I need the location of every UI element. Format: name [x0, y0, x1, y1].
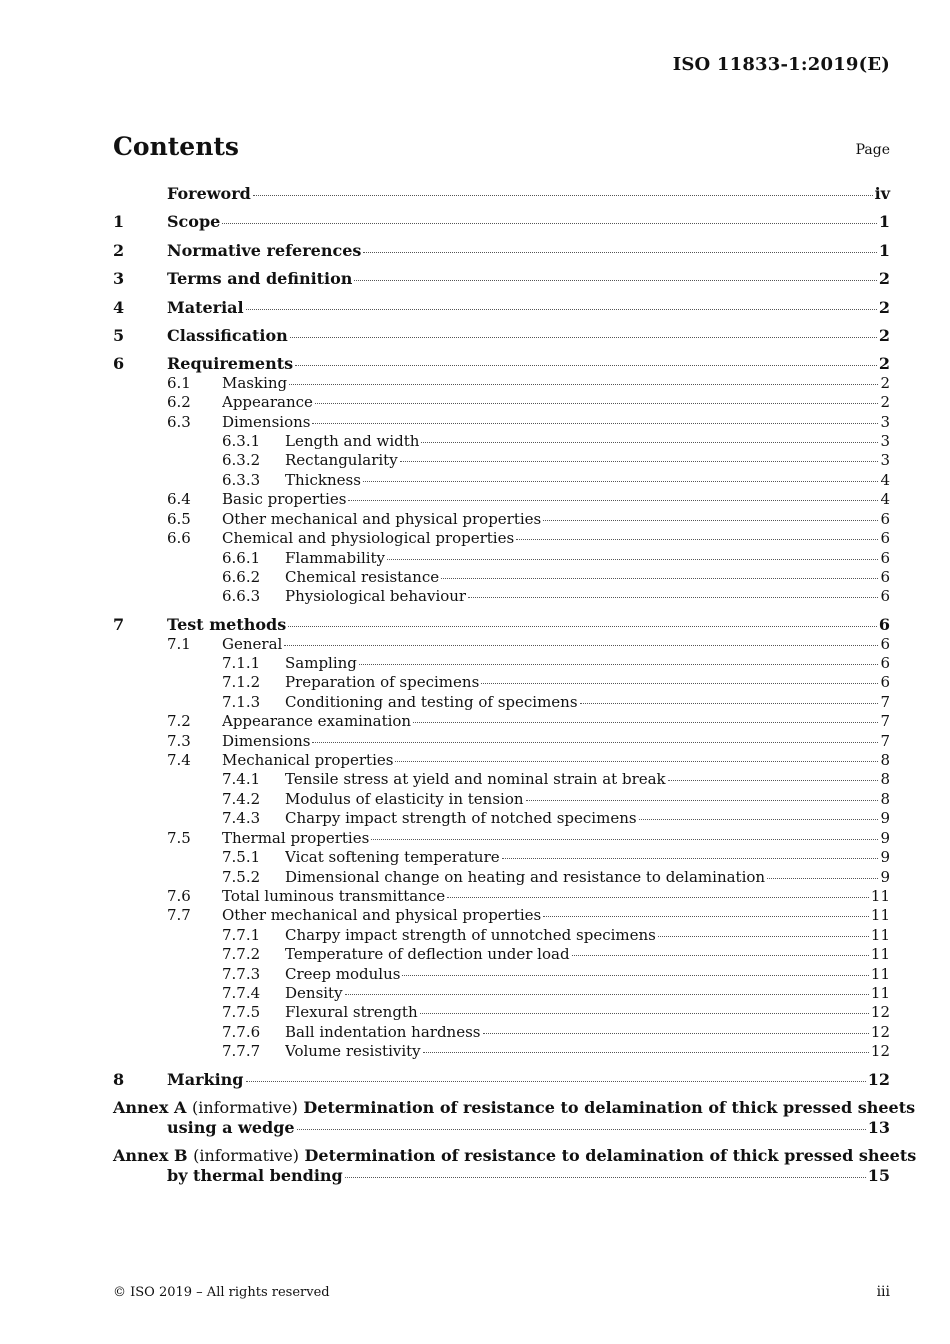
toc-entry-title: Chemical and physiological properties	[222, 529, 515, 548]
dot-leader	[222, 222, 877, 224]
toc-entry-page: 6	[880, 529, 890, 548]
toc-entry-page: 6	[880, 654, 890, 673]
toc-entry[interactable]	[113, 887, 890, 906]
dot-leader	[363, 480, 879, 482]
toc-entry-title: Charpy impact strength of unnotched specimens	[285, 925, 656, 944]
dot-leader	[483, 1032, 869, 1034]
toc-entry-title: Appearance	[222, 393, 313, 412]
annex-informative-tag: (informative)	[191, 1098, 298, 1118]
toc-entry-number: 6.6	[167, 529, 191, 548]
toc-entry-page: 3	[880, 412, 890, 431]
toc-entry[interactable]	[113, 374, 890, 393]
toc-entry-page: 9	[880, 809, 890, 828]
toc-entry-page: 6	[880, 548, 890, 567]
toc-entry-page: 11	[870, 925, 890, 944]
toc-entry-title: Basic properties	[222, 490, 347, 509]
annex-label: Annex B	[113, 1146, 188, 1166]
toc-entry-title: General	[222, 634, 283, 653]
toc-entry-number: 7.4	[167, 751, 191, 770]
dot-leader	[526, 799, 879, 801]
toc-entry-title: Other mechanical and physical properties	[222, 906, 542, 925]
toc-entry-page: 2	[878, 354, 890, 374]
toc-entry-number: 7.7	[167, 906, 191, 925]
annex-label: Annex A	[113, 1098, 187, 1118]
toc-entry-page: 12	[870, 1042, 890, 1061]
copyright-notice: © ISO 2019 – All rights reserved	[113, 1285, 330, 1300]
dot-leader	[543, 915, 869, 917]
toc-entry-page: iv	[874, 184, 890, 203]
toc-entry-page: 6	[880, 673, 890, 692]
toc-entry-page: 7	[880, 731, 890, 750]
toc-entry-title: Chemical resistance	[285, 567, 440, 586]
toc-entry[interactable]	[113, 965, 890, 984]
toc-entry-number: 7.5.1	[222, 848, 261, 867]
toc-entry-title: Appearance examination	[222, 712, 412, 731]
toc-entry-number: 6.2	[167, 393, 191, 412]
toc-entry[interactable]	[113, 451, 890, 470]
toc-entry[interactable]	[113, 1070, 890, 1089]
dot-leader	[246, 308, 877, 310]
toc-entry-number: 3	[113, 269, 125, 289]
toc-entry-title: Dimensional change on heating and resistance to delamination	[285, 867, 766, 886]
toc-entry-title: Preparation of specimens	[285, 673, 480, 692]
toc-entry-number: 7.7.3	[222, 964, 261, 983]
toc-entry-page: 8	[880, 751, 890, 770]
toc-entry-title: Terms and definition	[167, 269, 353, 289]
toc-entry-number: 7.7.5	[222, 1003, 261, 1022]
toc-entry-title: Material	[167, 297, 244, 317]
toc-entry-number: 1	[113, 212, 125, 232]
toc-entry-page: 2	[878, 326, 890, 346]
toc-entry[interactable]	[113, 926, 890, 945]
dot-leader	[481, 682, 878, 684]
dot-leader	[423, 1051, 869, 1053]
dot-leader	[297, 1128, 866, 1130]
toc-entry[interactable]	[113, 984, 890, 1003]
toc-entry[interactable]	[113, 945, 890, 964]
toc-entry-number: 6.6.2	[222, 567, 261, 586]
document-id: ISO 11833-1:2019(E)	[672, 54, 890, 75]
toc-entry[interactable]	[113, 751, 890, 770]
toc-entry-title: Total luminous transmittance	[222, 886, 446, 905]
toc-entry-number: 6.5	[167, 509, 191, 528]
annex-title: Determination of resistance to delamination of thick pressed sheets	[304, 1146, 917, 1166]
toc-entry-number: 7.7.1	[222, 925, 261, 944]
toc-entry[interactable]	[113, 568, 890, 587]
toc-entry[interactable]	[113, 432, 890, 451]
toc-entry-title: Density	[285, 983, 343, 1002]
toc-entry-number: 7.3	[167, 731, 191, 750]
toc-entry-page: 12	[867, 1070, 890, 1090]
toc-entry[interactable]	[113, 393, 890, 412]
toc-entry-title: Creep modulus	[285, 964, 401, 983]
toc-entry[interactable]	[113, 868, 890, 887]
toc-entry[interactable]	[113, 326, 890, 345]
toc-entry-page: 11	[870, 945, 890, 964]
toc-entry-number: 6.6.3	[222, 587, 261, 606]
toc-entry-title: Mechanical properties	[222, 751, 394, 770]
dot-leader	[767, 877, 878, 879]
toc-entry[interactable]	[113, 829, 890, 848]
toc-entry-number: 7.1	[167, 634, 191, 653]
toc-entry-page: 11	[870, 964, 890, 983]
toc-entry-page: 4	[880, 470, 890, 489]
toc-entry-title: Foreword	[167, 184, 251, 203]
toc-entry-title: Test methods	[167, 615, 287, 635]
toc-entry-page: 7	[880, 712, 890, 731]
dot-leader	[639, 818, 879, 820]
toc-entry[interactable]	[113, 471, 890, 490]
toc-entry-page: 1	[878, 212, 890, 232]
toc-entry-number: 2	[113, 240, 125, 260]
toc-entry-page: 2	[880, 373, 890, 392]
toc-entry-number: 7	[113, 615, 125, 635]
dot-leader	[421, 441, 878, 443]
toc-entry-title: Length and width	[285, 432, 420, 451]
toc-entry[interactable]	[113, 298, 890, 317]
dot-leader	[572, 954, 869, 956]
toc-entry[interactable]	[113, 712, 890, 731]
toc-annex-entry[interactable]	[113, 1098, 916, 1137]
toc-entry-page: 6	[880, 587, 890, 606]
dot-leader	[345, 993, 869, 995]
toc-entry-page: 2	[880, 393, 890, 412]
toc-entry-number: 7.5	[167, 828, 191, 847]
dot-leader	[502, 857, 879, 859]
toc-entry-number: 7.1.1	[222, 654, 261, 673]
toc-entry[interactable]	[113, 212, 890, 231]
toc-entry[interactable]	[113, 848, 890, 867]
annex-title-line2: by thermal bending	[167, 1165, 343, 1185]
toc-entry-page: 8	[880, 770, 890, 789]
toc-entry-page: 12	[870, 1003, 890, 1022]
dot-leader	[253, 194, 873, 196]
toc-entry-page: 2	[878, 297, 890, 317]
toc-entry-title: Thickness	[285, 470, 361, 489]
toc-entry-number: 4	[113, 297, 125, 317]
dot-leader	[315, 402, 879, 404]
table-of-contents	[113, 184, 917, 1185]
contents-heading: Contents	[113, 132, 240, 161]
dot-leader	[668, 779, 879, 781]
dot-leader	[288, 625, 877, 627]
toc-entry[interactable]	[113, 790, 890, 809]
toc-entry-title: Marking	[167, 1070, 244, 1090]
dot-leader	[290, 336, 877, 338]
dot-leader	[371, 838, 878, 840]
toc-entry-number: 6.3.1	[222, 432, 261, 451]
toc-entry[interactable]	[113, 184, 890, 203]
toc-entry-page: 3	[880, 451, 890, 470]
toc-entry-title: Other mechanical and physical properties	[222, 509, 542, 528]
toc-entry-number: 7.7.6	[222, 1022, 261, 1041]
toc-entry-title: Ball indentation hardness	[285, 1022, 481, 1041]
toc-entry[interactable]	[113, 673, 890, 692]
toc-entry-number: 8	[113, 1070, 125, 1090]
dot-leader	[359, 663, 879, 665]
toc-entry-page: 12	[870, 1022, 890, 1041]
toc-entry-number: 6.3.3	[222, 470, 261, 489]
toc-entry-title: Classification	[167, 326, 288, 346]
toc-entry-number: 7.5.2	[222, 867, 261, 886]
toc-entry-number: 7.4.3	[222, 809, 261, 828]
toc-entry-page: 11	[870, 906, 890, 925]
toc-entry[interactable]	[113, 809, 890, 828]
toc-entry[interactable]	[113, 269, 890, 288]
toc-entry-title: Flammability	[285, 548, 386, 567]
toc-entry-title: Modulus of elasticity in tension	[285, 789, 524, 808]
toc-entry-number: 7.7.7	[222, 1042, 261, 1061]
toc-entry-number: 6.6.1	[222, 548, 261, 567]
dot-leader	[246, 1080, 866, 1082]
toc-entry-title: Scope	[167, 212, 221, 232]
annex-informative-tag: (informative)	[193, 1146, 299, 1166]
toc-entry-number: 6	[113, 354, 125, 374]
dot-leader	[345, 1176, 866, 1178]
toc-entry-number: 7.1.3	[222, 692, 261, 711]
toc-entry[interactable]	[113, 510, 890, 529]
toc-entry-number: 5	[113, 326, 125, 346]
toc-entry[interactable]	[113, 1003, 890, 1022]
toc-entry-number: 7.7.4	[222, 983, 261, 1002]
dot-leader	[400, 460, 879, 462]
toc-entry-title: Dimensions	[222, 412, 311, 431]
toc-entry-page: 6	[880, 634, 890, 653]
toc-entry-page: 6	[880, 567, 890, 586]
dot-leader	[516, 538, 878, 540]
toc-entry[interactable]	[113, 354, 890, 373]
toc-entry-title: Flexural strength	[285, 1003, 418, 1022]
toc-entry-title: Sampling	[285, 654, 357, 673]
toc-entry-page: 6	[878, 615, 890, 635]
toc-entry-page: 9	[880, 848, 890, 867]
toc-entry-page: 9	[880, 867, 890, 886]
toc-entry-page: 8	[880, 789, 890, 808]
toc-entry-page: 6	[880, 509, 890, 528]
toc-entry[interactable]	[113, 241, 890, 260]
toc-entry-title: Rectangularity	[285, 451, 398, 470]
toc-entry[interactable]	[113, 549, 890, 568]
toc-entry-number: 6.1	[167, 373, 191, 392]
dot-leader	[387, 558, 878, 560]
toc-entry[interactable]	[113, 413, 890, 432]
dot-leader	[312, 741, 878, 743]
annex-title-continuation	[113, 1166, 890, 1186]
toc-entry-number: 7.1.2	[222, 673, 261, 692]
dot-leader	[468, 596, 878, 598]
toc-entry-page: 11	[870, 983, 890, 1002]
toc-entry[interactable]	[113, 770, 890, 789]
toc-entry-title: Dimensions	[222, 731, 311, 750]
annex-title-continuation	[113, 1118, 890, 1138]
dot-leader	[447, 896, 869, 898]
toc-entry-title: Physiological behaviour	[285, 587, 467, 606]
toc-entry-title: Volume resistivity	[285, 1042, 421, 1061]
page-number: iii	[876, 1284, 890, 1300]
toc-entry[interactable]	[113, 587, 890, 606]
dot-leader	[402, 974, 868, 976]
toc-entry-number: 7.4.2	[222, 789, 261, 808]
dot-leader	[420, 1012, 869, 1014]
dot-leader	[289, 383, 878, 385]
toc-entry-page: 3	[880, 432, 890, 451]
dot-leader	[354, 279, 876, 281]
toc-entry[interactable]	[113, 490, 890, 509]
toc-entry-page: 7	[880, 692, 890, 711]
toc-entry-number: 7.2	[167, 712, 191, 731]
toc-entry-page: 4	[880, 490, 890, 509]
dot-leader	[543, 519, 878, 521]
dot-leader	[295, 364, 877, 366]
dot-leader	[413, 721, 878, 723]
toc-entry-page: 1	[878, 240, 890, 260]
dot-leader	[284, 644, 878, 646]
toc-entry[interactable]	[113, 1042, 890, 1061]
annex-heading-line	[113, 1146, 917, 1166]
toc-entry[interactable]	[113, 732, 890, 751]
toc-entry-title: Requirements	[167, 354, 294, 374]
toc-entry[interactable]	[113, 906, 890, 925]
toc-entry-number: 7.7.2	[222, 945, 261, 964]
page-column-label: Page	[855, 142, 890, 158]
dot-leader	[441, 577, 878, 579]
annex-page: 15	[867, 1165, 890, 1185]
toc-entry-number: 6.4	[167, 490, 191, 509]
toc-entry-number: 6.3	[167, 412, 191, 431]
annex-page: 13	[867, 1117, 890, 1137]
toc-entry-number: 7.4.1	[222, 770, 261, 789]
toc-entry[interactable]	[113, 635, 890, 654]
dot-leader	[363, 251, 876, 253]
annex-title: Determination of resistance to delamination of thick pressed sheets	[303, 1098, 916, 1118]
toc-annex-entry[interactable]	[113, 1146, 917, 1185]
toc-entry-title: Normative references	[167, 240, 362, 260]
toc-entry-title: Temperature of deflection under load	[285, 945, 570, 964]
toc-entry[interactable]	[113, 615, 890, 634]
toc-entry-title: Masking	[222, 373, 288, 392]
toc-entry-title: Charpy impact strength of notched specimens	[285, 809, 637, 828]
dot-leader	[395, 760, 878, 762]
toc-entry[interactable]	[113, 529, 890, 548]
toc-entry-title: Vicat softening temperature	[285, 848, 500, 867]
toc-entry-title: Thermal properties	[222, 828, 370, 847]
toc-entry-page: 11	[870, 886, 890, 905]
annex-heading-line	[113, 1098, 916, 1118]
annex-title-line2: using a wedge	[167, 1117, 295, 1137]
toc-entry-page: 9	[880, 828, 890, 847]
dot-leader	[580, 702, 879, 704]
dot-leader	[348, 499, 878, 501]
toc-entry-title: Tensile stress at yield and nominal strain at break	[285, 770, 666, 789]
toc-entry[interactable]	[113, 654, 890, 673]
toc-entry-number: 7.6	[167, 886, 191, 905]
toc-entry-title: Conditioning and testing of specimens	[285, 692, 578, 711]
toc-entry-number: 6.3.2	[222, 451, 261, 470]
toc-entry-page: 2	[878, 269, 890, 289]
dot-leader	[658, 935, 869, 937]
dot-leader	[312, 422, 878, 424]
toc-entry[interactable]	[113, 1023, 890, 1042]
toc-entry[interactable]	[113, 693, 890, 712]
